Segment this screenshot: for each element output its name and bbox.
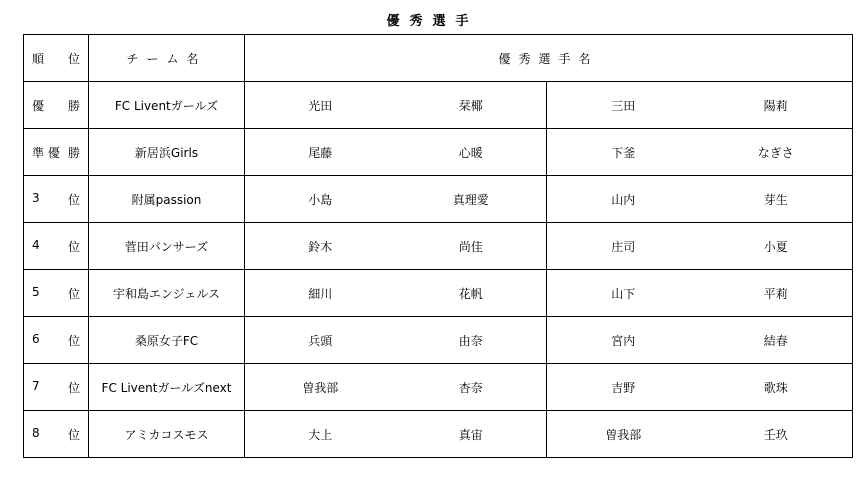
player-cell: 花帆 <box>396 270 547 317</box>
table-row <box>24 223 853 270</box>
player-cell: 結春 <box>700 317 853 364</box>
player-cell: 細川 <box>245 270 396 317</box>
table-row <box>24 270 853 317</box>
player-cell: 宮内 <box>547 317 700 364</box>
player-cell: 心暖 <box>396 129 547 176</box>
rank-cell <box>24 270 89 317</box>
rank-cell <box>24 176 89 223</box>
player-cell: 尚佳 <box>396 223 547 270</box>
player-cell: 庄司 <box>547 223 700 270</box>
player-cell: 陽莉 <box>700 82 853 129</box>
player-cell: 曽我部 <box>547 411 700 458</box>
player-cell: 光田 <box>245 82 396 129</box>
rank-label: 7 <box>32 378 40 393</box>
table-row <box>24 82 853 129</box>
team-cell: 桑原女子FC <box>89 317 245 364</box>
team-cell: 宇和島エンジェルス <box>89 270 245 317</box>
rank-cell <box>24 223 89 270</box>
rank-label: 6 <box>32 331 40 346</box>
rank-suffix: 位 <box>67 192 80 207</box>
rank-suffix: 位 <box>67 286 80 301</box>
table-row <box>24 317 853 364</box>
rank-suffix: 位 <box>67 333 80 348</box>
team-cell: FC Liventガールズnext <box>89 364 245 411</box>
player-cell: 栞椰 <box>396 82 547 129</box>
rank-suffix: 勝 <box>67 98 80 113</box>
player-cell: なぎさ <box>700 129 853 176</box>
player-cell: 由奈 <box>396 317 547 364</box>
player-cell: 山下 <box>547 270 700 317</box>
player-cell: 平莉 <box>700 270 853 317</box>
rank-cell <box>24 129 89 176</box>
table-row <box>24 411 853 458</box>
rank-label: 3 <box>32 190 40 205</box>
header-row <box>24 35 853 82</box>
rank-header <box>24 35 89 82</box>
player-cell: 三田 <box>547 82 700 129</box>
table-row <box>24 176 853 223</box>
player-cell: 壬玖 <box>700 411 853 458</box>
rank-label: 準 優 <box>32 145 60 160</box>
player-cell: 曽我部 <box>245 364 396 411</box>
team-cell: 新居浜Girls <box>89 129 245 176</box>
rank-cell <box>24 82 89 129</box>
player-cell: 小島 <box>245 176 396 223</box>
table-row <box>24 364 853 411</box>
rank-header-a: 順 <box>32 51 45 66</box>
rank-suffix: 位 <box>67 427 80 442</box>
player-cell: 歌珠 <box>700 364 853 411</box>
rank-label: 4 <box>32 237 40 252</box>
team-cell: FC Liventガールズ <box>89 82 245 129</box>
rank-header-b: 位 <box>67 51 80 66</box>
page-title: 優秀選手 <box>386 14 479 29</box>
rank-cell <box>24 317 89 364</box>
player-cell: 芽生 <box>700 176 853 223</box>
player-cell: 真宙 <box>396 411 547 458</box>
player-cell: 尾藤 <box>245 129 396 176</box>
team-cell: アミカコスモス <box>89 411 245 458</box>
table-row <box>24 129 853 176</box>
rank-cell <box>24 411 89 458</box>
player-cell: 大上 <box>245 411 396 458</box>
player-cell: 真理愛 <box>396 176 547 223</box>
team-cell: 附属passion <box>89 176 245 223</box>
rank-suffix: 位 <box>67 380 80 395</box>
player-cell: 鈴木 <box>245 223 396 270</box>
rank-suffix: 位 <box>67 239 80 254</box>
awards-table <box>23 34 853 458</box>
player-cell: 杏奈 <box>396 364 547 411</box>
rank-label: 8 <box>32 425 40 440</box>
player-cell: 下釜 <box>547 129 700 176</box>
player-cell: 山内 <box>547 176 700 223</box>
player-cell: 小夏 <box>700 223 853 270</box>
players-header: 優秀選手名 <box>245 35 853 82</box>
rank-suffix: 勝 <box>67 145 80 160</box>
team-cell: 菅田パンサーズ <box>89 223 245 270</box>
rank-label: 優 <box>32 98 45 113</box>
rank-cell <box>24 364 89 411</box>
player-cell: 兵頭 <box>245 317 396 364</box>
team-header: チーム名 <box>89 35 245 82</box>
player-cell: 吉野 <box>547 364 700 411</box>
rank-label: 5 <box>32 284 40 299</box>
